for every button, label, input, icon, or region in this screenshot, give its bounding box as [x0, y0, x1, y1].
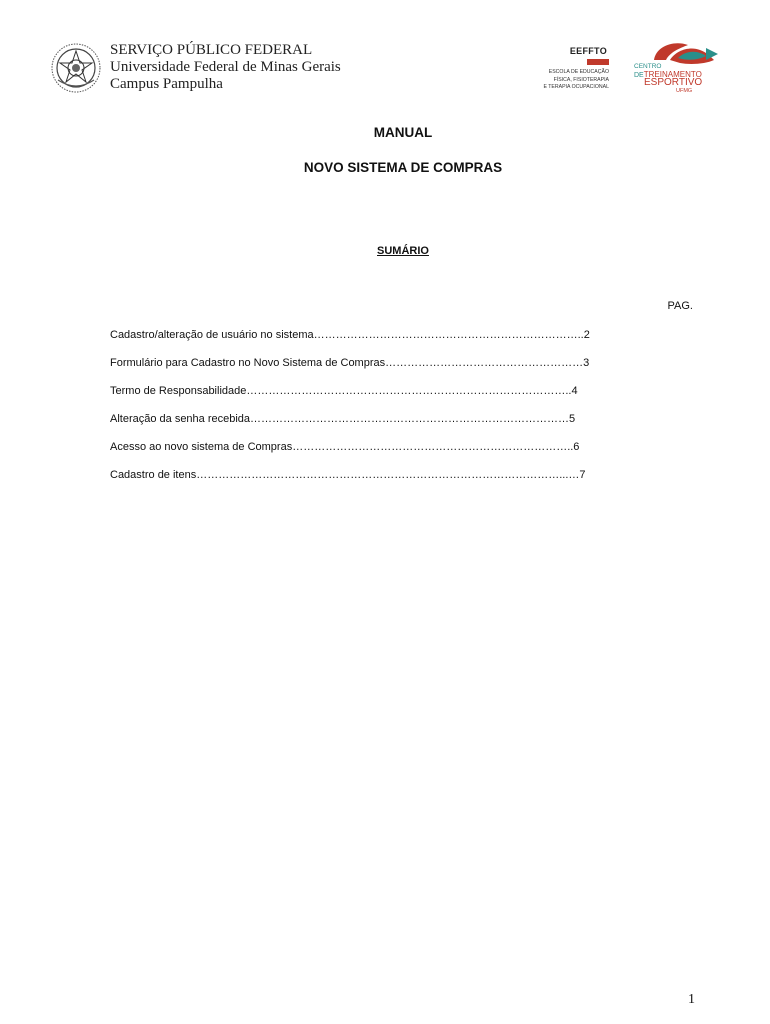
toc-entry: Formulário para Cadastro no Novo Sistema de Compras………………………………………………3 [110, 357, 590, 369]
table-of-contents [110, 328, 682, 496]
institution-line-2: Universidade Federal de Minas Gerais [110, 59, 341, 75]
toc-entry: Termo de Responsabilidade……………………………………………………………………………..4 [110, 385, 578, 397]
cte-logo-line-3: ESPORTIVO [644, 77, 703, 88]
toc-entry: Cadastro de itens………………………………………………………………………………………...…7 [110, 469, 586, 481]
institution-line-3: Campus Pampulha [110, 76, 223, 92]
cte-logo-line-1: CENTRO [634, 63, 662, 70]
page-column-label: PAG. [667, 300, 693, 312]
eeffto-subtitle-line-3: E TERAPIA OCUPACIONAL [543, 84, 609, 91]
toc-entry: Alteração da senha recebida……………………………………………………………………………5 [110, 413, 576, 425]
eeffto-subtitle-line-1: ESCOLA DE EDUCAÇÃO [548, 69, 609, 75]
toc-entry: Cadastro/alteração de usuário no sistema………………………………………………………………..2 [110, 329, 590, 341]
document-subtitle: NOVO SISTEMA DE COMPRAS [303, 160, 503, 175]
eeffto-logo-bar [587, 59, 609, 65]
page-number: 1 [688, 992, 695, 1007]
eeffto-logo-name: EEFFTO [569, 46, 607, 56]
toc-entry: Acesso ao novo sistema de Compras…………………………………………………………………..6 [110, 441, 580, 453]
sumario-heading: SUMÁRIO [377, 245, 429, 257]
cte-logo-prefix: DE [634, 72, 644, 79]
cte-logo-line-4: UFMG [676, 88, 693, 94]
eeffto-subtitle-line-2: FÍSICA, FISIOTERAPIA [553, 76, 609, 83]
institution-header [110, 42, 341, 93]
cte-logo [634, 40, 724, 96]
institution-line-1: SERVIÇO PÚBLICO FEDERAL [110, 42, 313, 58]
federal-seal-logo [50, 42, 102, 94]
eeffto-logo-subtitle [543, 69, 609, 92]
document-title: MANUAL [373, 125, 433, 140]
cte-logo-main: TREINAMENTO [643, 70, 702, 79]
eeffto-logo [533, 46, 619, 96]
